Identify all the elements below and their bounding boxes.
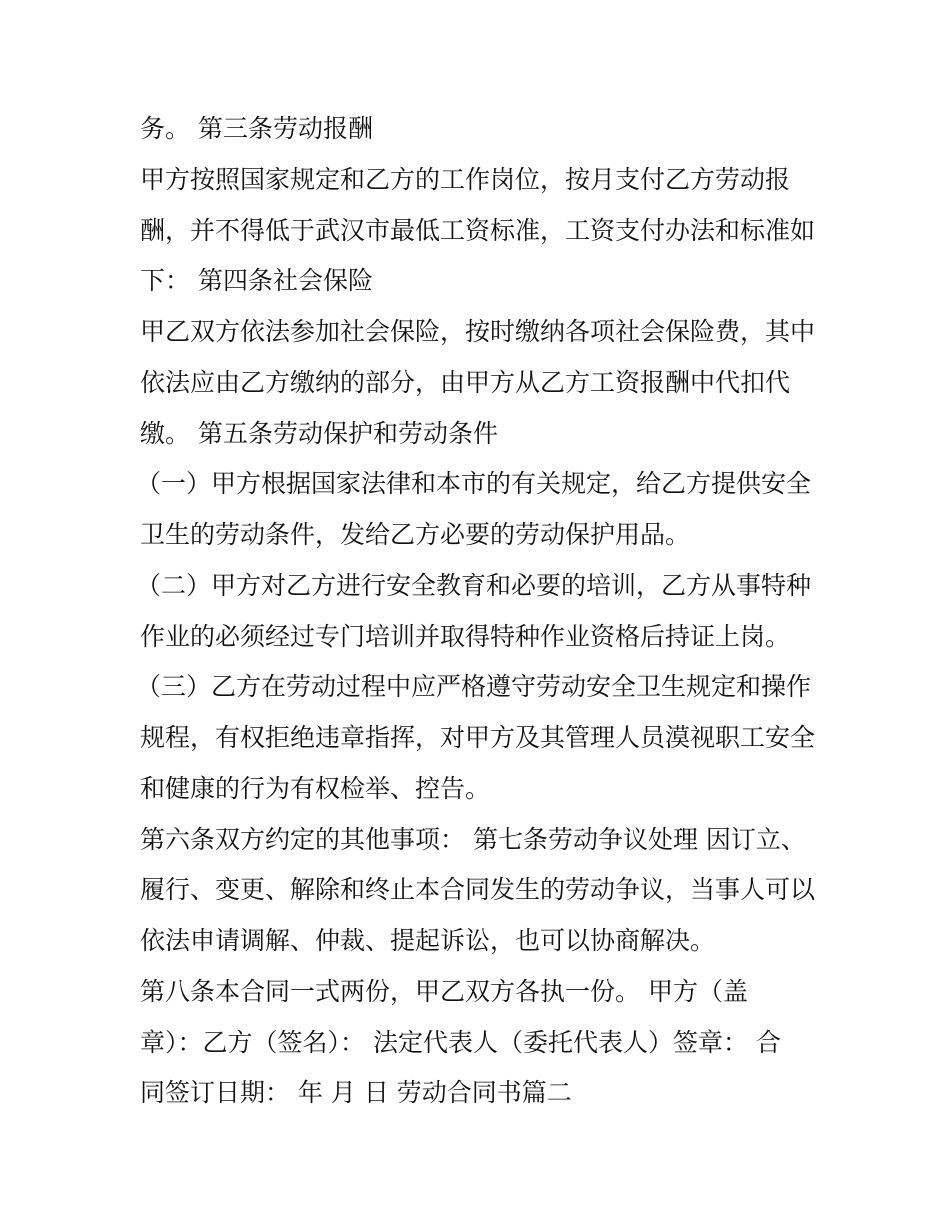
text-line: 依法应由乙方缴纳的部分，由甲方从乙方工资报酬中代扣代 xyxy=(140,368,791,397)
text-line: 甲乙双方依法参加社会保险，按时缴纳各项社会保险费，其中 xyxy=(140,317,816,346)
text-line: 同签订日期： 年 月 日 劳动合同书篇二 xyxy=(140,1078,572,1107)
text-line: 履行、变更、解除和终止本合同发生的劳动争议，当事人可以 xyxy=(140,875,816,904)
text-line: （二）甲方对乙方进行安全教育和必要的培训，乙方从事特种 xyxy=(136,571,812,600)
text-line: 作业的必须经过专门培训并取得特种作业资格后持证上岗。 xyxy=(140,622,791,651)
text-line: 依法申请调解、仲裁、提起诉讼，也可以协商解决。 xyxy=(140,926,716,955)
text-line: 第六条双方约定的其他事项： 第七条劳动争议处理 因订立、 xyxy=(140,825,806,854)
text-line: （三）乙方在劳动过程中应严格遵守劳动安全卫生规定和操作 xyxy=(136,672,812,701)
text-line: 缴。 第五条劳动保护和劳动条件 xyxy=(140,419,498,448)
text-line: 第八条本合同一式两份，甲乙双方各执一份。 甲方（盖 xyxy=(140,977,748,1006)
text-line: 规程，有权拒绝违章指挥，对甲方及其管理人员漠视职工安全 xyxy=(140,723,816,752)
text-line: 卫生的劳动条件，发给乙方必要的劳动保护用品。 xyxy=(140,520,691,549)
text-line: 务。 第三条劳动报酬 xyxy=(140,114,373,143)
text-line: 酬，并不得低于武汉市最低工资标准，工资支付办法和标准如 xyxy=(140,216,816,245)
text-line: 章）：乙方（签名）： 法定代表人（委托代表人）签章： 合 xyxy=(140,1028,781,1057)
text-line: 和健康的行为有权检举、控告。 xyxy=(140,774,491,803)
text-line: 下： 第四条社会保险 xyxy=(140,266,373,295)
text-line: （一）甲方根据国家法律和本市的有关规定，给乙方提供安全 xyxy=(136,469,812,498)
text-line: 甲方按照国家规定和乙方的工作岗位，按月支付乙方劳动报 xyxy=(140,165,791,194)
